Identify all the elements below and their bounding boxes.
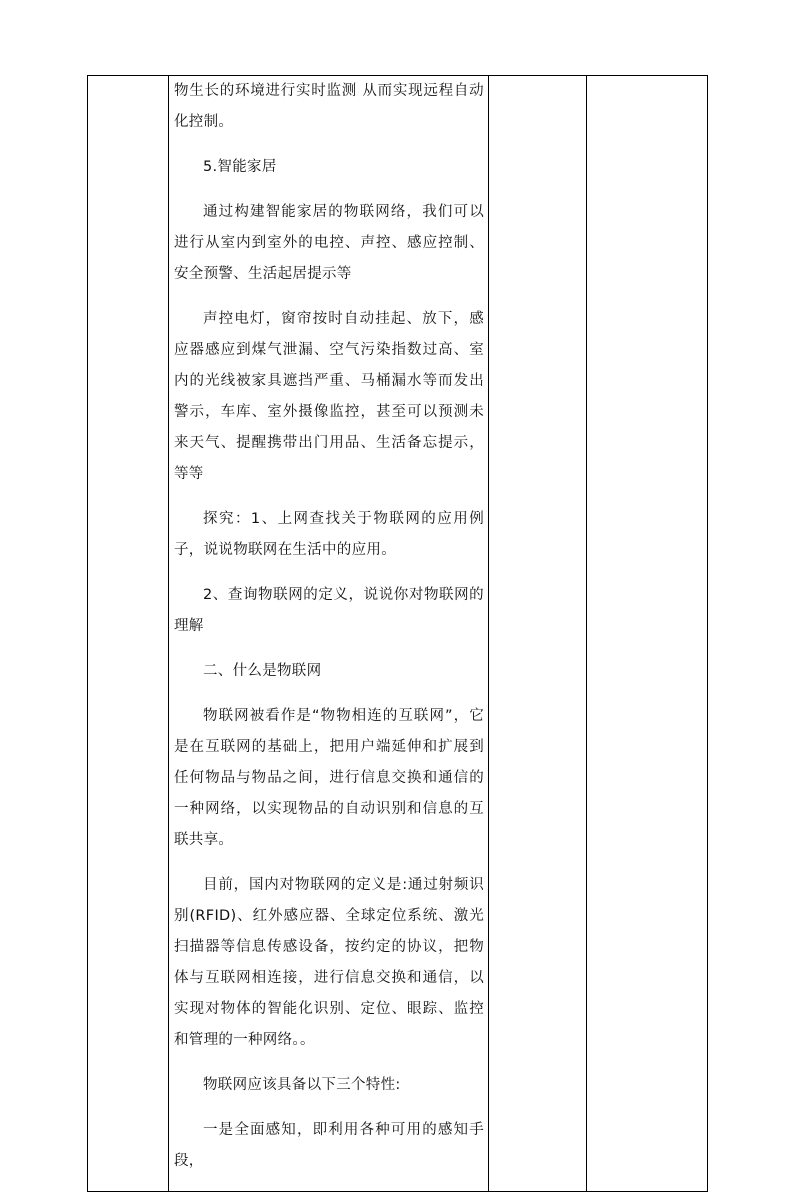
paragraph-inquiry-2: 2、查询物联网的定义，说说你对物联网的理解 <box>174 587 484 634</box>
paragraph-feature-one: 一是全面感知，即利用各种可用的感知手段， <box>174 1122 484 1169</box>
lesson-content <box>169 76 488 1177</box>
heading-what-is-iot: 二、什么是物联网 <box>203 663 322 679</box>
table-cell-empty-3 <box>489 76 587 1192</box>
paragraph-smart-home-examples: 声控电灯，窗帘按时自动挂起、放下，感应器感应到煤气泄漏、空气污染指数过高、室内的光线被家具遮挡严重、马桶漏水等而发出警示，车库、室外摄像监控，甚至可以预测未来天气、提醒携带出门用品、生活备忘提示，等等 <box>174 311 484 482</box>
table-cell-left-empty <box>88 76 169 1192</box>
paragraph-continuation: 物生长的环境进行实时监测 从而实现远程自动化控制。 <box>174 83 484 130</box>
paragraph-iot-concept: 物联网被看作是“物物相连的互联网”，它是在互联网的基础上，把用户端延伸和扩展到任何物品与物品之间，进行信息交换和通信的一种网络，以实现物品的自动识别和信息的互联共享。 <box>174 708 484 848</box>
table-cell-empty-4 <box>587 76 708 1192</box>
lesson-plan-table <box>87 75 708 1192</box>
heading-smart-home: 5.智能家居 <box>203 159 277 175</box>
paragraph-iot-definition: 目前，国内对物联网的定义是:通过射频识别(RFID)、红外感应器、全球定位系统、激光扫描器等信息传感设备，按约定的协议，把物体与互联网相连接，进行信息交换和通信，以实现对物体的智能化识别、定位、眼踪、监控和管理的一种网络。。 <box>174 877 484 1048</box>
table-row <box>88 76 708 1192</box>
paragraph-inquiry-1: 探究：1、上网查找关于物联网的应用例子，说说物联网在生活中的应用。 <box>174 511 484 558</box>
table-cell-content <box>169 76 489 1192</box>
paragraph-smart-home-network: 通过构建智能家居的物联网络，我们可以进行从室内到室外的电控、声控、感应控制、安全预警、生活起居提示等 <box>174 204 484 282</box>
paragraph-iot-features-intro: 物联网应该具备以下三个特性: <box>203 1077 401 1093</box>
